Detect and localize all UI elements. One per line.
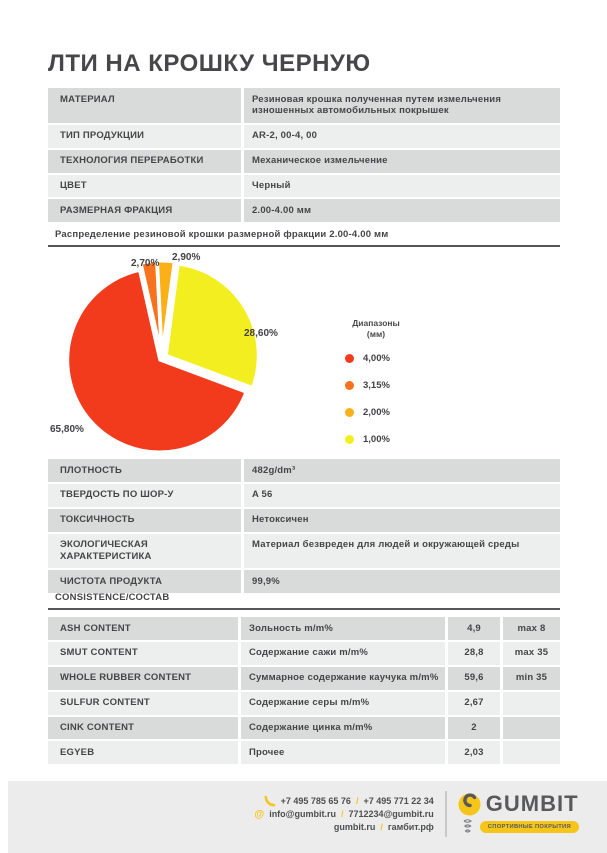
component-limit (503, 741, 560, 764)
table-row (48, 717, 560, 740)
spec-label: ТИП ПРОДУКЦИИ (48, 125, 241, 148)
legend-item (343, 378, 453, 392)
legend-label: 3,15% (363, 379, 390, 391)
table-row (48, 484, 560, 507)
spec-value: 482g/dm³ (244, 459, 560, 482)
table-row (48, 642, 560, 665)
legend-title (343, 318, 409, 339)
component-limit: min 35 (503, 667, 560, 690)
spec-value: 99,9% (244, 570, 560, 593)
spec-label: ПЛОТНОСТЬ (48, 459, 241, 482)
legend-label: 2,00% (363, 406, 390, 418)
spec-label: ЦВЕТ (48, 175, 241, 198)
product-spec-table (48, 88, 560, 222)
table-row (48, 175, 560, 198)
email-line (254, 809, 433, 820)
legend-color-dot (345, 354, 354, 363)
phone-line (264, 795, 434, 807)
email-address: 7712234@gumbit.ru (348, 809, 434, 819)
vertical-divider (445, 791, 447, 837)
chart-section-title: Распределение резиновой крошки размерной фракции 2.00-4.00 мм (48, 229, 560, 247)
component-description: Прочее (241, 741, 445, 764)
spring-icon (461, 818, 474, 836)
component-limit: max 8 (503, 617, 560, 640)
table-row (48, 667, 560, 690)
component-limit: max 35 (503, 642, 560, 665)
component-value: 28,8 (448, 642, 500, 665)
component-limit (503, 717, 560, 740)
phone-icon (264, 795, 276, 807)
email-address: info@gumbit.ru (269, 809, 336, 819)
pie-chart (48, 248, 560, 462)
table-row (48, 125, 560, 148)
logo-bottom-row (461, 818, 579, 836)
legend-label: 4,00% (363, 352, 390, 364)
component-value: 59,6 (448, 667, 500, 690)
table-row (48, 88, 560, 123)
spec-label: ТВЕРДОСТЬ ПО ШОР-У (48, 484, 241, 507)
logo-text: GUMBIT (485, 791, 579, 816)
composition-table (48, 617, 560, 764)
component-value: 2,03 (448, 741, 500, 764)
legend-item (343, 432, 453, 446)
spec-label: ЭКОЛОГИЧЕСКАЯ ХАРАКТЕРИСТИКА (48, 534, 241, 569)
legend-title-line2: (мм) (366, 328, 386, 339)
table-row (48, 150, 560, 173)
spec-value: Резиновая крошка полученная путем измельчения изношенных автомобильных покрышек (244, 88, 560, 123)
spec-value: Механическое измельчение (244, 150, 560, 173)
legend-label: 1,00% (363, 433, 390, 445)
component-value: 2 (448, 717, 500, 740)
component-description: Содержание сажи m/m% (241, 642, 445, 665)
component-description: Суммарное содержание каучука m/m% (241, 667, 445, 690)
spec-label: ЧИСТОТА ПРОДУКТА (48, 570, 241, 593)
spec-label: ТОКСИЧНОСТЬ (48, 509, 241, 532)
legend-item (343, 351, 453, 365)
table-row (48, 459, 560, 482)
legend-color-dot (345, 408, 354, 417)
legend-title-line1: Диапазоны (352, 318, 400, 328)
component-limit (503, 692, 560, 715)
gumbit-swirl-icon (458, 793, 481, 816)
website-url: гамбит.рф (387, 822, 434, 832)
chart-legend (343, 318, 453, 459)
spec-value: Черный (244, 175, 560, 198)
phone-number: +7 495 785 65 76 (280, 795, 351, 806)
component-name: SMUT CONTENT (48, 642, 238, 665)
website-line (334, 822, 434, 833)
component-name: WHOLE RUBBER CONTENT (48, 667, 238, 690)
legend-item (343, 405, 453, 419)
footer (8, 781, 607, 853)
logo-top-row (458, 793, 579, 816)
component-name: ASH CONTENT (48, 617, 238, 640)
logo-tagline-badge: СПОРТИВНЫЕ ПОКРЫТИЯ (480, 821, 579, 833)
contact-block (254, 795, 433, 833)
pie-slice-label: 28,60% (244, 328, 278, 339)
table-row (48, 741, 560, 764)
table-row (48, 199, 560, 222)
page-title: ЛТИ НА КРОШКУ ЧЕРНУЮ (48, 50, 371, 77)
slash-separator: / (340, 809, 344, 819)
website-url: gumbit.ru (333, 822, 376, 832)
spec-value: AR-2, 00-4, 00 (244, 125, 560, 148)
component-description: Зольность m/m% (241, 617, 445, 640)
component-name: SULFUR CONTENT (48, 692, 238, 715)
spec-label: ТЕХНОЛОГИЯ ПЕРЕРАБОТКИ (48, 150, 241, 173)
component-name: EGYEB (48, 741, 238, 764)
component-description: Содержание цинка m/m% (241, 717, 445, 740)
table-row (48, 534, 560, 569)
pie-slice-label: 2,70% (131, 258, 160, 269)
legend-color-dot (345, 381, 354, 390)
table-row (48, 692, 560, 715)
table-row (48, 570, 560, 593)
spec-value: 2.00-4.00 мм (244, 199, 560, 222)
email-icon: @ (254, 809, 265, 820)
component-name: CINK CONTENT (48, 717, 238, 740)
spec-value: A 56 (244, 484, 560, 507)
composition-section-title: CONSISTENCE/СОСТАВ (48, 592, 560, 610)
component-value: 2,67 (448, 692, 500, 715)
slash-separator: / (355, 795, 359, 806)
spec-value: Материал безвреден для людей и окружающей среды (244, 534, 560, 569)
spec-label: РАЗМЕРНАЯ ФРАКЦИЯ (48, 199, 241, 222)
phone-number: +7 495 771 22 34 (363, 795, 434, 806)
spec-value: Нетоксичен (244, 509, 560, 532)
table-row (48, 617, 560, 640)
pie-chart-area (48, 248, 560, 462)
gumbit-logo (458, 793, 579, 836)
pie-slice-label: 2,90% (172, 252, 201, 263)
component-value: 4,9 (448, 617, 500, 640)
table-row (48, 509, 560, 532)
legend-color-dot (345, 435, 354, 444)
footer-content (254, 791, 579, 837)
component-description: Содержание серы m/m% (241, 692, 445, 715)
spec-label: МАТЕРИАЛ (48, 88, 241, 123)
pie-slice-label: 65,80% (50, 424, 84, 435)
properties-table (48, 459, 560, 593)
slash-separator: / (380, 822, 383, 832)
